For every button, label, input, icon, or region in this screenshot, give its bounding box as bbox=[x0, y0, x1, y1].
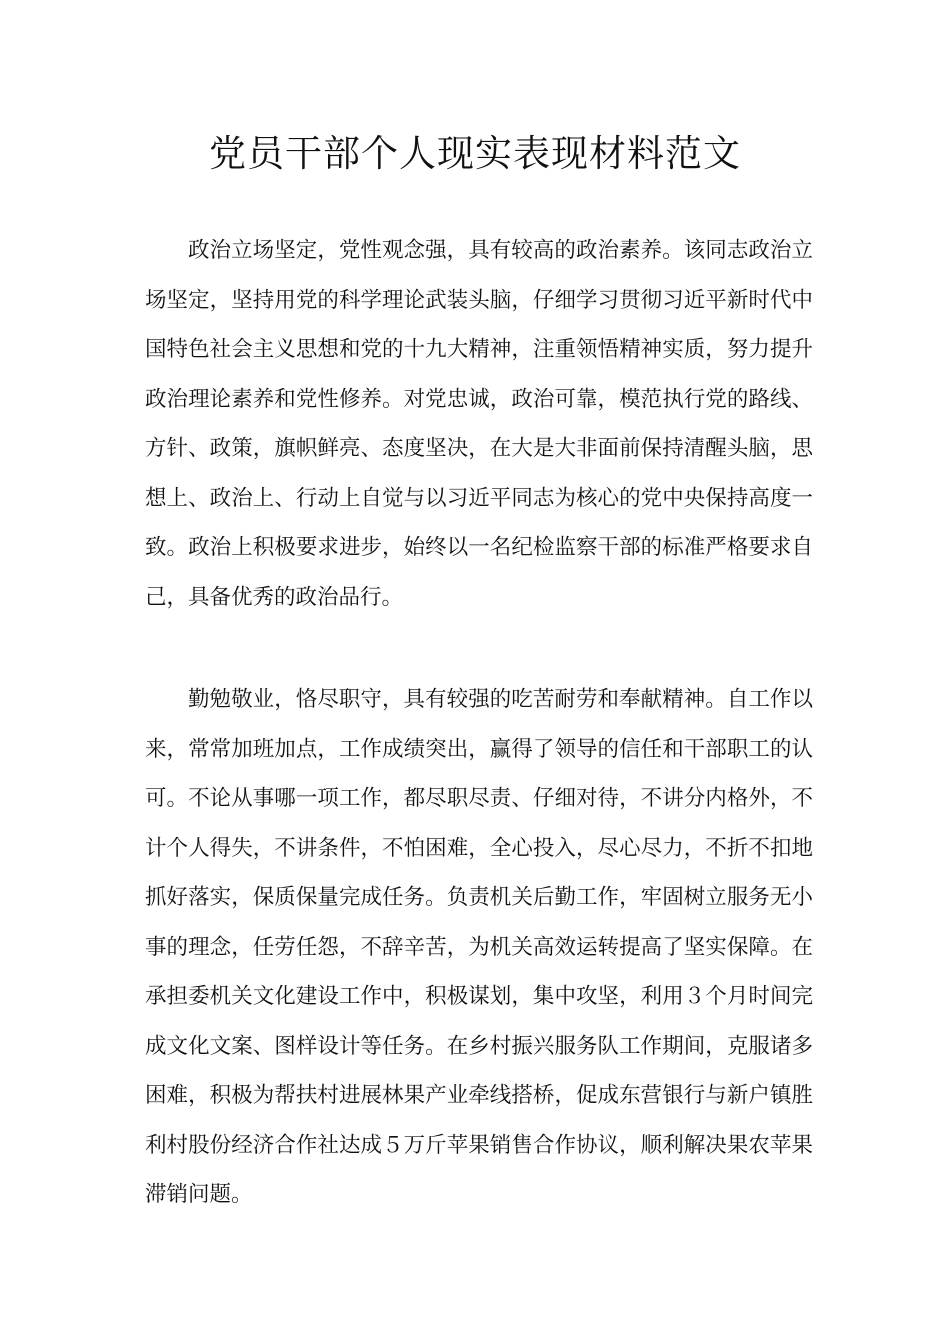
document-title: 党员干部个人现实表现材料范文 bbox=[209, 132, 741, 175]
paragraph-diligence: 勤勉敬业，恪尽职守，具有较强的吃苦耐劳和奉献精神。自工作以来，常常加班加点，工作成绩突出，赢得了领导的信任和干部职工的认可。不论从事哪一项工作，都尽职尽责、仔细对待，不讲分内格外，不计个人得失，不讲条件，不怕困难，全心投入，尽心尽力，不折不扣地抓好落实，保质保量完成任务。负责机关后勤工作，牢固树立服务无小事的理念，任劳任怨，不辞辛苦，为机关高效运转提高了坚实保障。在承担委机关文化建设工作中，积极谋划，集中攻坚，利用３个月时间完成文化文案、图样设计等任务。在乡村振兴服务队工作期间，克服诸多困难，积极为帮扶村进展林果产业牵线搭桥，促成东营银行与新户镇胜利村股份经济合作社达成５万斤苹果销售合作协议，顺利解决果农苹果滞销问题。 bbox=[145, 687, 813, 1207]
paragraph-political-stance: 政治立场坚定，党性观念强，具有较高的政治素养。该同志政治立场坚定，坚持用党的科学理论武装头脑，仔细学习贯彻习近平新时代中国特色社会主义思想和党的十九大精神，注重领悟精神实质，努力提升政治理论素养和党性修养。对党忠诚，政治可靠，模范执行党的路线、方针、政策，旗帜鲜亮、态度坚决，在大是大非面前保持清醒头脑，思想上、政治上、行动上自觉与以习近平同志为核心的党中央保持高度一致。政治上积极要求进步，始终以一名纪检监察干部的标准严格要求自己，具备优秀的政治品行。 bbox=[145, 238, 813, 610]
